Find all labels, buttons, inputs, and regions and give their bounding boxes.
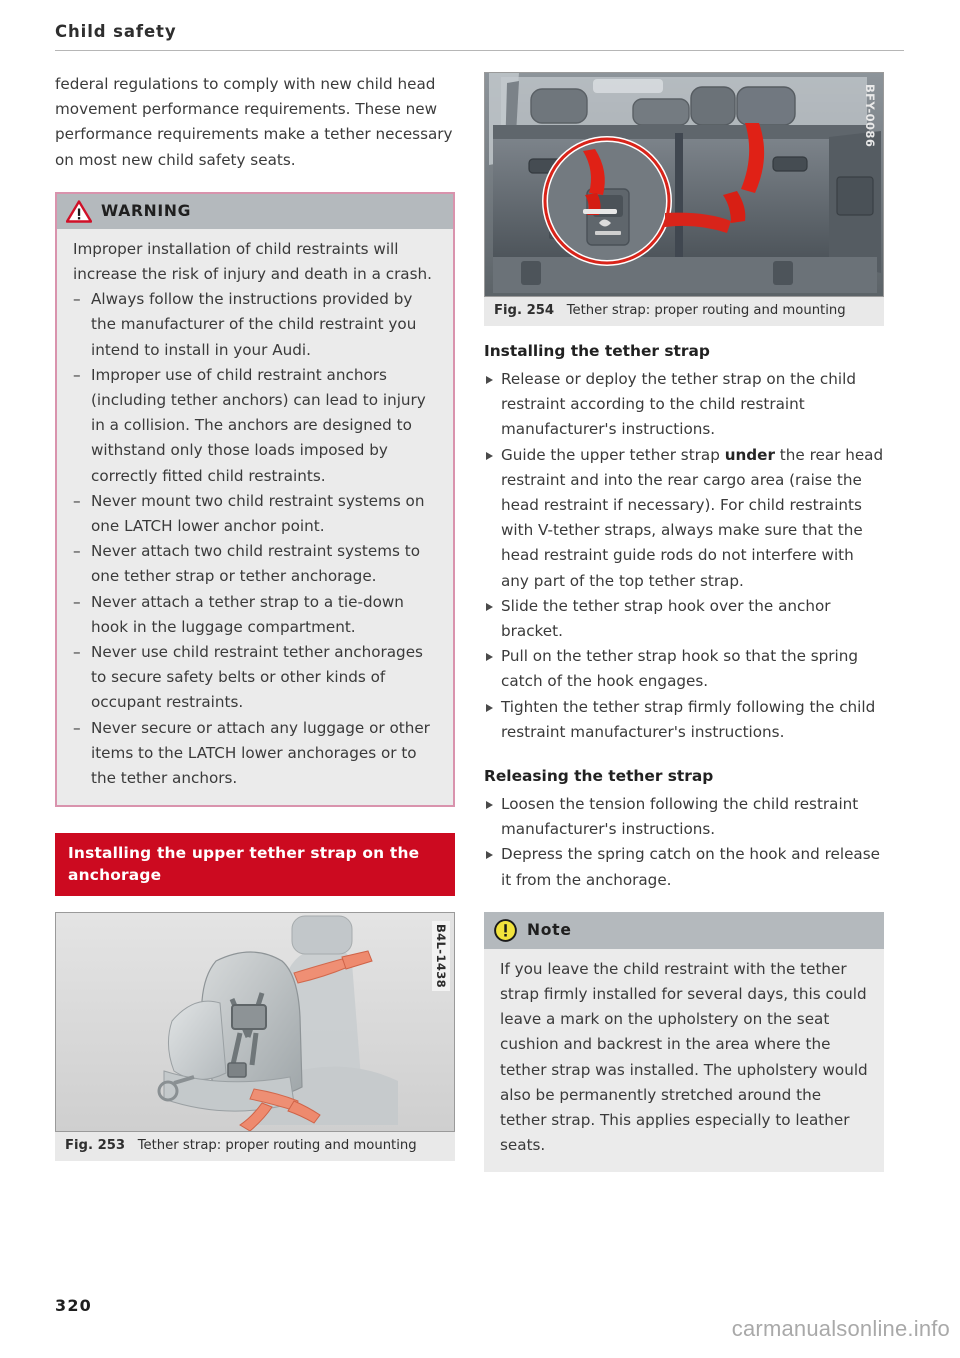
page-header xyxy=(55,22,905,51)
left-column xyxy=(55,72,455,1161)
figure-253 xyxy=(55,912,455,1161)
guide-step-post: the rear head restraint and into the rear cargo area (raise the head restraint if necessary). For child restraints with V-tether straps, always make sure that the head restraint guide rods do not interfere with any part of the top tether strap. xyxy=(501,445,884,590)
site-watermark: carmanualsonline.info xyxy=(731,1316,950,1341)
figure-254-number: Fig. 254 xyxy=(494,303,555,318)
installing-step-guide xyxy=(484,443,884,594)
figure-253-caption xyxy=(55,1132,455,1161)
installing-heading: Installing the tether strap xyxy=(484,342,710,360)
page-number: 320 xyxy=(55,1296,92,1315)
figure-254 xyxy=(484,72,884,326)
installing-step: Slide the tether strap hook over the anchor bracket. xyxy=(484,594,884,644)
releasing-step-list xyxy=(484,792,884,893)
releasing-step: Loosen the tension following the child restraint manufacturer's instructions. xyxy=(484,792,884,842)
releasing-heading: Releasing the tether strap xyxy=(484,767,714,786)
warning-list-item: – Never attach a tether strap to a tie-down hook in the luggage compartment. xyxy=(73,590,437,640)
figure-253-number: Fig. 253 xyxy=(65,1138,126,1154)
figure-253-code: B4L-1438 xyxy=(432,921,450,991)
warning-item-list xyxy=(73,287,437,791)
warning-box-header xyxy=(57,194,453,229)
installing-step: Tighten the tether strap firmly following the child restraint manufacturer's instructions. xyxy=(484,695,884,745)
warning-list-item: – Improper use of child restraint anchors (including tether anchors) can lead to injury in a collision. The anchors are designed to withstand only those loads imposed by correctly fitted child restraints. xyxy=(73,363,437,489)
warning-box-label: WARNING xyxy=(101,202,192,221)
warning-box xyxy=(55,192,455,807)
intro-paragraph: federal regulations to comply with new child head movement performance requirements. These new performance requirements make a tether necessary on most new child safety seats. xyxy=(55,75,453,169)
note-box-header xyxy=(484,912,884,949)
figure-254-caption-text: Tether strap: proper routing and mounting xyxy=(566,303,846,318)
warning-list-item: – Always follow the instructions provided by the manufacturer of the child restraint you intend to install in your Audi. xyxy=(73,287,437,363)
warning-list-item: – Never mount two child restraint systems on one LATCH lower anchor point. xyxy=(73,489,437,539)
page-title: Child safety xyxy=(55,22,177,41)
figure-253-caption-text: Tether strap: proper routing and mounting xyxy=(137,1138,417,1154)
releasing-step: Depress the spring catch on the hook and release it from the anchorage. xyxy=(484,842,884,892)
section-banner: Installing the upper tether strap on the anchorage xyxy=(55,833,455,896)
note-box xyxy=(484,912,884,1173)
cargo-area-tether-anchor-photo xyxy=(485,73,883,296)
figure-254-image xyxy=(484,72,884,297)
note-exclamation-icon xyxy=(493,918,518,943)
installing-step-list xyxy=(484,367,884,745)
warning-list-item: – Never attach two child restraint systems to one tether strap or tether anchorage. xyxy=(73,539,437,589)
figure-254-code: BFY-0086 xyxy=(863,84,877,148)
warning-intro-text: Improper installation of child restraints will increase the risk of injury and death in a crash. xyxy=(73,239,432,284)
installing-step: Pull on the tether strap hook so that the spring catch of the hook engages. xyxy=(484,644,884,694)
guide-step-pre: Guide the upper tether strap xyxy=(501,445,725,464)
installing-step: Release or deploy the tether strap on the child restraint according to the child restraint manufacturer's instructions. xyxy=(484,367,884,443)
figure-253-image xyxy=(55,912,455,1132)
warning-box-body xyxy=(57,229,453,805)
child-seat-illustration xyxy=(56,913,454,1131)
warning-list-item: – Never secure or attach any luggage or other items to the LATCH lower anchorages or to the tether anchors. xyxy=(73,716,437,792)
guide-step-emphasis: under xyxy=(724,445,775,464)
warning-triangle-icon xyxy=(66,200,92,223)
figure-254-caption xyxy=(484,297,884,326)
note-box-body xyxy=(484,949,884,1173)
warning-list-item: – Never use child restraint tether anchorages to secure safety belts or other kinds of occupant restraints. xyxy=(73,640,437,716)
header-divider xyxy=(55,50,904,51)
right-column xyxy=(484,72,884,1172)
note-box-label: Note xyxy=(527,921,572,940)
note-text: If you leave the child restraint with the tether strap firmly installed for several days, this could leave a mark on the upholstery on the seat cushion and backrest in the area where the tether strap was installed. The upholstery would also be permanently stretched around the tether strap. This applies especially to leather seats. xyxy=(500,959,868,1155)
